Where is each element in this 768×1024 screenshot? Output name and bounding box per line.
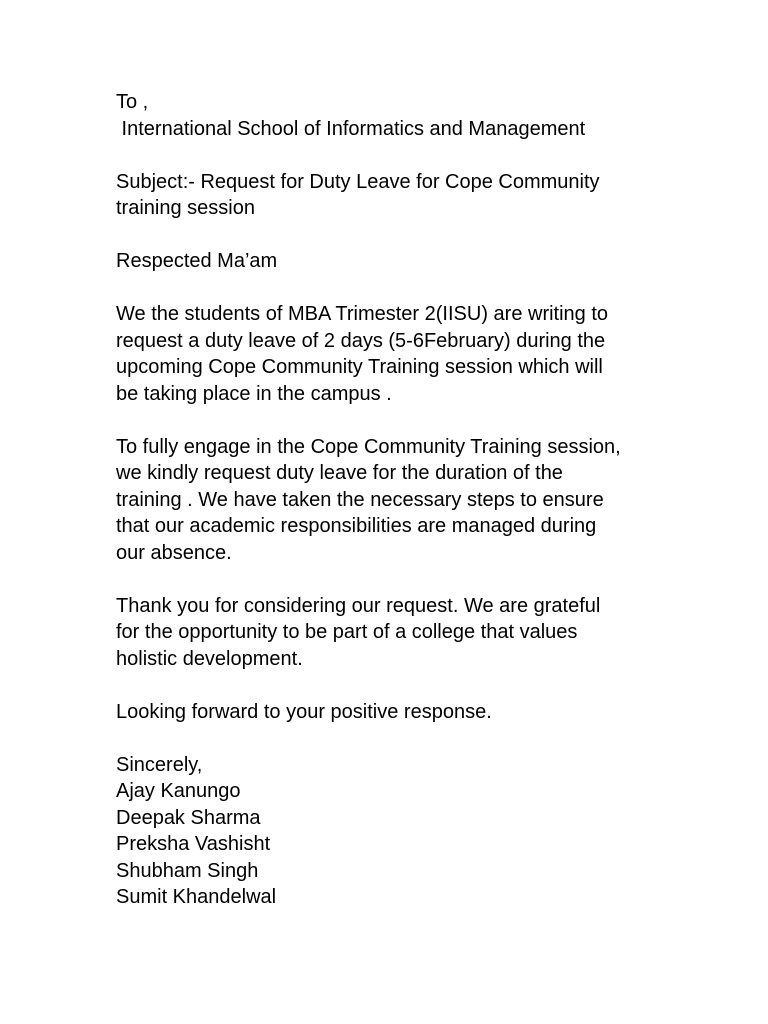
- signatory-name: Sumit Khandelwal: [116, 886, 277, 908]
- closing-line: Looking forward to your positive response.: [116, 700, 492, 723]
- signatory-name: Preksha Vashisht: [116, 833, 271, 855]
- signatory-name: Deepak Sharma: [116, 806, 261, 829]
- blank-line: [116, 672, 676, 699]
- blank-line: [116, 725, 676, 752]
- paragraph-line: Thank you for considering our request. We are grateful: [116, 594, 601, 617]
- blank-line: [116, 222, 676, 249]
- blank-line: [116, 566, 676, 593]
- paragraph-request: [116, 301, 676, 407]
- paragraph-line: holistic development.: [116, 647, 303, 670]
- signoff: Sincerely,: [116, 753, 203, 776]
- signatory-name: Ajay Kanungo: [116, 780, 241, 802]
- blank-line: [116, 275, 676, 302]
- paragraph-line: request a duty leave of 2 days (5-6February) during the: [116, 329, 606, 352]
- address-to: To ,: [116, 91, 149, 113]
- signatory-name: Shubham Singh: [116, 859, 259, 882]
- paragraph-line: for the opportunity to be part of a college that values: [116, 621, 578, 643]
- paragraph-line: our absence.: [116, 541, 232, 564]
- paragraph-line: we kindly request duty leave for the duration of the: [116, 462, 563, 484]
- subject-line-1: Subject:- Request for Duty Leave for Cope Community: [116, 170, 600, 193]
- subject-line-2: training session: [116, 197, 255, 219]
- paragraph-line: that our academic responsibilities are managed during: [116, 515, 597, 537]
- recipient-name: International School of Informatics and Management: [116, 117, 586, 140]
- blank-line: [116, 407, 676, 434]
- paragraph-line: upcoming Cope Community Training session which will: [116, 356, 603, 378]
- salutation: Respected Ma’am: [116, 250, 278, 272]
- signatory-list: [116, 778, 676, 911]
- letter-body: [116, 89, 676, 911]
- subject-line: [116, 169, 676, 222]
- paragraph-thanks: [116, 593, 676, 673]
- paragraph-line: To fully engage in the Cope Community Training session,: [116, 435, 621, 458]
- paragraph-line: be taking place in the campus .: [116, 382, 392, 405]
- blank-line: [116, 142, 676, 169]
- paragraph-line: We the students of MBA Trimester 2(IISU) are writing to: [116, 303, 609, 325]
- paragraph-engagement: [116, 434, 676, 567]
- paragraph-line: training . We have taken the necessary steps to ensure: [116, 488, 604, 511]
